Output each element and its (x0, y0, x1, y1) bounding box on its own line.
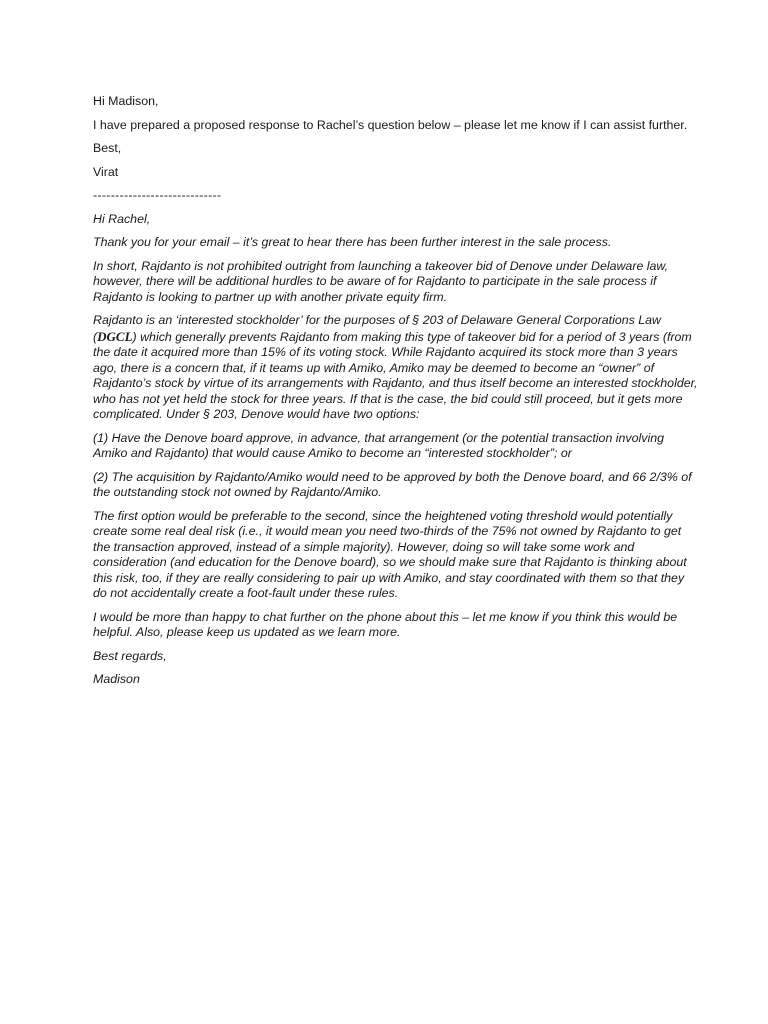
reply-paragraph-5: I would be more than happy to chat further on the phone about this – let me know if you think this would be helpful. Also, please keep us updated as we learn more. (93, 609, 678, 639)
draft-reply (93, 212, 698, 688)
reply-paragraph-2: In short, Rajdanto is not prohibited outright from launching a takeover bid of Denove under Delaware law, however, there will be additional hurdles to be aware of for Rajdanto to participate in the sale process if Rajdanto is looking to partner up with another private equity firm. (93, 258, 669, 304)
paragraph-3-end: ) which generally prevents Rajdanto from making this type of takeover bid for a period of 3 years (from the date it acquired more than 15% of its voting stock. While Rajdanto acquired its stock more than 3 years ago, there is a concern that, if it teams up with Amiko, Amiko may be deemed to become an “owner” of Rajdanto’s stock by virtue of its arrangements with Rajdanto, and thus itself become an interested stockholder, who has not yet held the stock for three years. If that is the case, the bid could still proceed, but it gets more complicated. Under § 203, Denove would have two options: (93, 329, 698, 421)
defined-term-dgcl: DGCL (97, 328, 133, 344)
cover-sender: Virat (93, 164, 119, 179)
paragraph-3-start: Rajdanto is an ‘interested stockholder’ for the purposes of § 203 of Delaware General Corporations Law ( (93, 313, 662, 344)
reply-signoff: Best regards, (93, 648, 167, 663)
divider-line: ----------------------------- (93, 188, 222, 202)
cover-greeting: Hi Madison, (93, 94, 159, 108)
reply-paragraph-4: The first option would be preferable to the second, since the heightened voting threshold would potentially create some real deal risk (i.e., it would mean you need two-thirds of the 75% not owned by Rajdanto to get the transaction approved, instead of a simple majority). However, doing so will take some work and consideration (and education for the Denove board), so we should make sure that Rajdanto is thinking about this risk, too, if they are really considering to pair up with Amiko, and stay coordinated with them so that they do not accidentally create a foot-fault under these rules. (93, 508, 687, 600)
reply-paragraph-3 (93, 313, 698, 423)
cover-body: I have prepared a proposed response to Rachel’s question below – please let me know if I can assist further. (93, 117, 688, 132)
reply-sender: Madison (93, 672, 140, 686)
reply-paragraph-1: Thank you for your email – it’s great to hear there has been further interest in the sale process. (93, 235, 612, 249)
reply-option-1: (1) Have the Denove board approve, in advance, that arrangement (or the potential transaction involving Amiko and Rajdanto) that would cause Amiko to become an “interested stockholder”; or (93, 430, 664, 460)
reply-option-2: (2) The acquisition by Rajdanto/Amiko would need to be approved by both the Denove board, and 66 2/3% of the outstanding stock not owned by Rajdanto/Amiko. (93, 469, 692, 499)
cover-signoff: Best, (93, 141, 122, 155)
reply-greeting: Hi Rachel, (93, 211, 151, 226)
